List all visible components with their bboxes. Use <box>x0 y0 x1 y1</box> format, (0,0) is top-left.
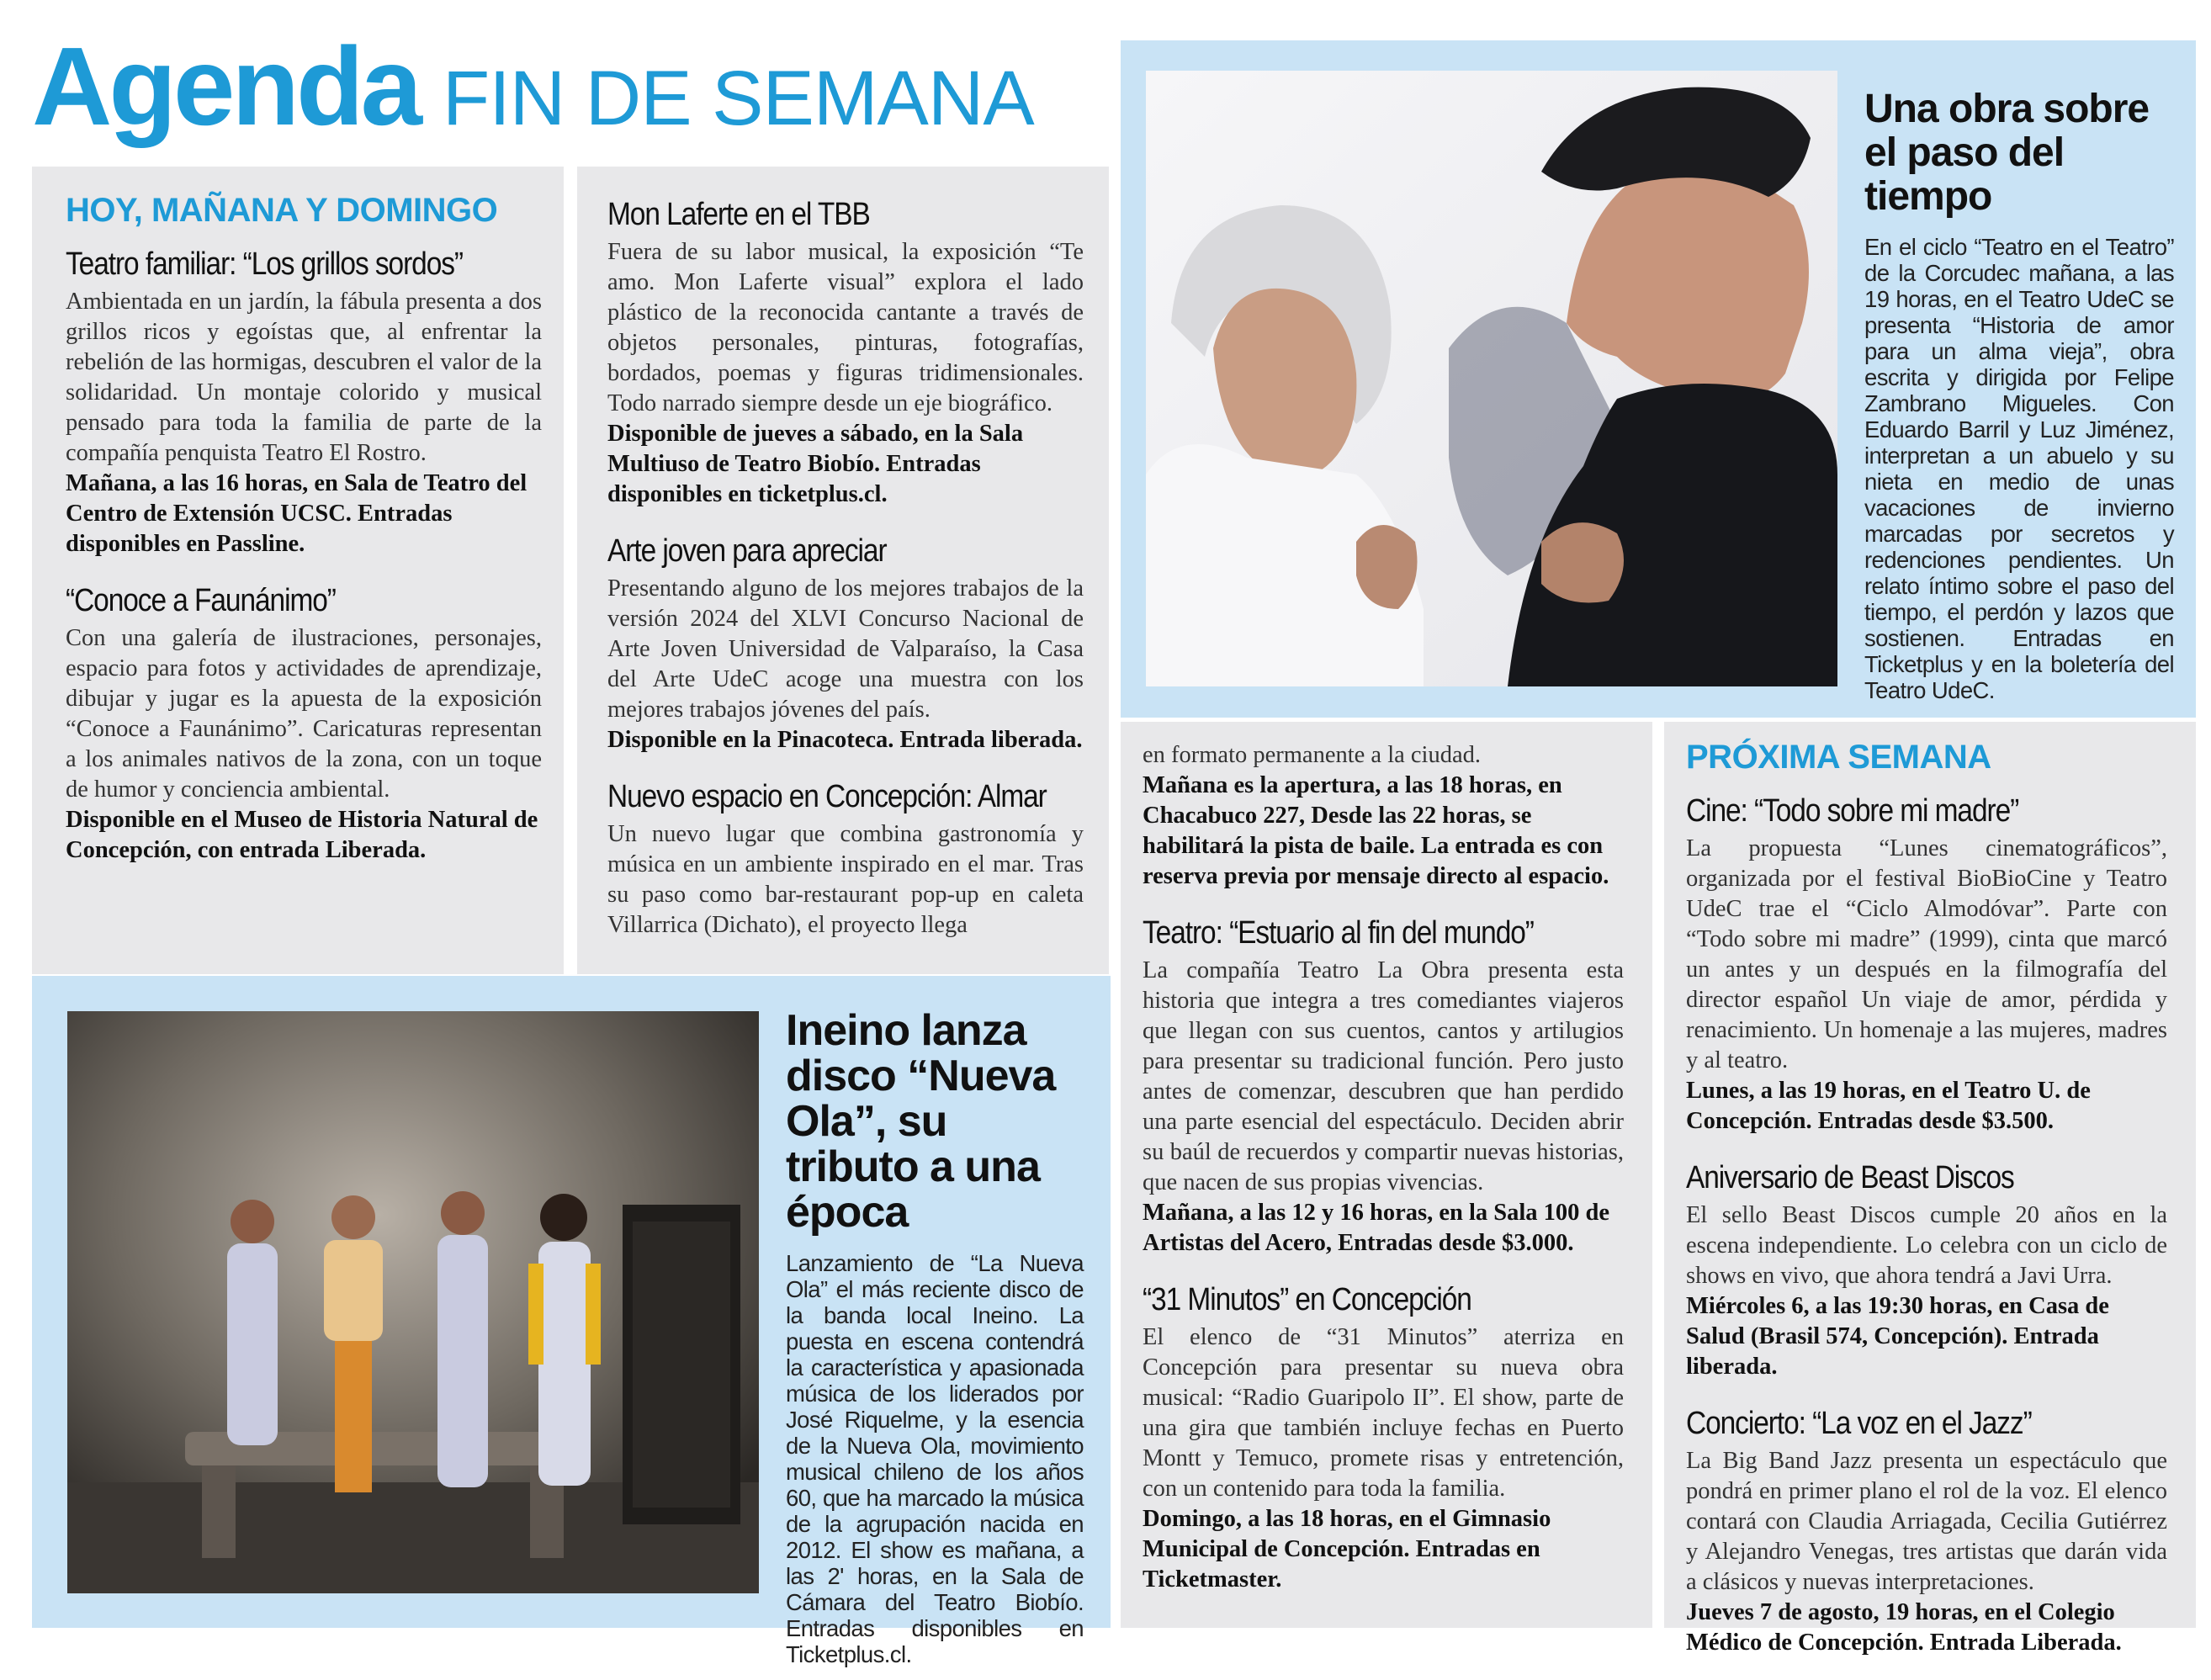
event-info: Mañana es la apertura, a las 18 horas, en Chacabuco 227, Desde las 22 horas, se habilitará la pista de baile. La entrada es con reserva previa por mensaje directo al espacio. <box>1143 772 1609 889</box>
ineino-text-block <box>786 1008 1084 1667</box>
event-info: Disponible en el Museo de Historia Natural de Concepción, con entrada Liberada. <box>66 807 538 863</box>
event-info: Disponible en la Pinacoteca. Entrada liberada. <box>607 727 1083 753</box>
column-2 <box>607 195 1084 941</box>
ineino-title: Ineino lanza disco “Nueva Ola”, su tributo a una época <box>786 1006 1056 1237</box>
column-4 <box>1686 739 2167 1680</box>
masthead-agenda: Agenda <box>32 24 420 148</box>
obra-body: En el ciclo “Teatro en el Teatro” de la Corcudec mañana, a las 19 horas, en el Teatro UdeC se presenta “Historia de amor para un alma vieja”, obra escrita y dirigida por Felipe Zambrano Migueles. Con Eduardo Barril y Luz Jiménez, interpretan a un abuelo y su nieta en medio de unas vacaciones de invierno marcadas por secretos y redenciones pendientes. Un relato íntimo sobre el paso del tiempo, el perdón y lazos que sostienen. Entradas en Ticketplus y en la boletería del Teatro UdeC. <box>1864 234 2174 703</box>
event-title: Cine: “Todo sobre mi madre” <box>1686 793 2019 829</box>
event-item <box>66 245 542 559</box>
event-title: Teatro: “Estuario al fin del mundo” <box>1143 915 1534 951</box>
event-info: Lunes, a las 19 horas, en el Teatro U. de Concepción. Entradas desde $3.500. <box>1686 1078 2091 1134</box>
event-body: Con una galería de ilustraciones, personajes, espacio para fotos y actividades de aprendizaje, dibujar y jugar es la apuesta de la exposición “Conoce a Faunánimo”. Caricaturas representan a los animales nativos de la zona, con un toque de humor y conciencia ambiental. <box>66 625 542 803</box>
section-heading-next-week: PRÓXIMA SEMANA <box>1686 739 1991 776</box>
event-body: La Big Band Jazz presenta un espectáculo que pondrá en primer plano el rol de la voz. El elenco contará con Claudia Arriagada, Cecilia Gutiérrez y Alejandro Venegas, tres artistas que darán vida a clásicos y nuevas interpretaciones. <box>1686 1448 2167 1595</box>
event-item <box>66 581 542 866</box>
ineino-photo <box>67 1011 759 1593</box>
event-title: Aniversario de Beast Discos <box>1686 1160 2014 1195</box>
event-body: El elenco de “31 Minutos” aterriza en Concepción para presentar su nueva obra musical: “Radio Guaripolo II”. El show, parte de una gira que también incluye fechas en Puerto Montt y Temuco, promete risas y entretención, con un contenido para toda la familia. <box>1143 1324 1624 1502</box>
obra-photo-illustration <box>1146 71 1837 686</box>
section-heading-this-week: HOY, MAÑANA Y DOMINGO <box>66 192 498 229</box>
column-1 <box>66 192 542 888</box>
event-body: Presentando alguno de los mejores trabajos de la versión 2024 del XLVI Concurso Nacional de Arte Joven Universidad de Valparaíso, la Casa del Arte UdeC acoge una muestra con los mejores trabajos jóvenes del país. <box>607 575 1084 723</box>
obra-photo <box>1146 71 1837 686</box>
event-info: Mañana, a las 12 y 16 horas, en la Sala 100 de Artistas del Acero, Entradas desde $3.000. <box>1143 1200 1610 1256</box>
masthead <box>32 24 1126 150</box>
event-item <box>1686 1158 2167 1382</box>
event-body: Ambientada en un jardín, la fábula presenta a dos grillos ricos y egoístas que, al enfrentar la rebelión de las hormigas, descubren el valor de la solidaridad. Un montaje colorido y musical pensado para toda la familia de parte de la compañía penquista Teatro El Rostro. <box>66 289 542 466</box>
event-item <box>1143 1280 1624 1595</box>
event-item <box>1686 1404 2167 1658</box>
event-item <box>607 195 1084 510</box>
event-item <box>607 532 1084 755</box>
event-body: El sello Beast Discos cumple 20 años en la escena independiente. Lo celebra con un ciclo de shows en vivo, que ahora tendrá a Javi Urra. <box>1686 1202 2167 1289</box>
event-title: “31 Minutos” en Concepción <box>1143 1282 1471 1317</box>
event-item <box>1686 792 2167 1137</box>
event-title: Mon Laferte en el TBB <box>607 197 870 232</box>
event-title: Concierto: “La voz en el Jazz” <box>1686 1406 2032 1441</box>
event-body: Un nuevo lugar que combina gastronomía y música en un ambiente inspirado en el mar. Tras su paso como bar-restaurant pop-up en caleta Villarrica (Dichato), el proyecto llega <box>607 821 1084 938</box>
event-body: Fuera de su labor musical, la exposición “Te amo. Mon Laferte visual” explora el lado plástico de la reconocida cantante a través de objetos personales, pinturas, fotografías, bordados, poemas y figuras tridimensionales. Todo narrado siempre desde un eje biográfico. <box>607 239 1084 416</box>
event-info: Disponible de jueves a sábado, en la Sala Multiuso de Teatro Biobío. Entradas disponibles en ticketplus.cl. <box>607 421 1024 507</box>
event-info: Miércoles 6, a las 19:30 horas, en Casa de Salud (Brasil 574, Concepción). Entrada liberada. <box>1686 1293 2109 1380</box>
masthead-subtitle: FIN DE SEMANA <box>443 56 1034 141</box>
event-info: Mañana, a las 16 horas, en Sala de Teatro del Centro de Extensión UCSC. Entradas disponibles en Passline. <box>66 470 528 557</box>
obra-text-block <box>1864 87 2174 703</box>
event-title: Arte joven para apreciar <box>607 533 887 569</box>
event-title: Teatro familiar: “Los grillos sordos” <box>66 246 463 282</box>
column-3 <box>1143 740 1624 1617</box>
event-item <box>607 777 1084 941</box>
event-body-continued: en formato permanente a la ciudad. <box>1143 742 1481 768</box>
event-body: La propuesta “Lunes cinematográficos”, organizada por el festival BioBioCine y Teatro UdeC trae el “Ciclo Almodóvar”. Parte con “Todo sobre mi madre” (1999), cinta que marcó un antes y un después en la filmografía del director español Un viaje de amor, pérdida y renacimiento. Un homenaje a las mujeres, madres y al teatro. <box>1686 835 2167 1073</box>
event-info: Jueves 7 de agosto, 19 horas, en el Colegio Médico de Concepción. Entrada Liberada. <box>1686 1599 2122 1656</box>
obra-title: Una obra sobre el paso del tiempo <box>1864 87 2150 219</box>
ineino-body: Lanzamiento de “La Nueva Ola” el más reciente disco de la banda local Ineino. La puesta en escena contendrá la característica y apasionada música de los liderados por José Riquelme, y la esencia de la Nueva Ola, movimiento musical chileno de los años 60, que ha marcado la música de la agrupación nacida en 2012. El show es mañana, a las 2' horas, en la Sala de Cámara del Teatro Biobío. Entradas disponibles en Ticketplus.cl. <box>786 1250 1084 1667</box>
ineino-photo-illustration <box>67 1011 759 1593</box>
event-body: La compañía Teatro La Obra presenta esta historia que integra a tres comediantes viajeros que llegan con sus cuentos, cantos y artilugios para presentar su tradicional función. Pero justo antes de comenzar, descubren que han perdido una parte esencial del espectáculo. Deciden abrir su baúl de recuerdos y compartir nuevas historias, que nacen de sus propias vivencias. <box>1143 957 1624 1195</box>
event-item <box>1143 914 1624 1259</box>
event-info: Domingo, a las 18 horas, en el Gimnasio Municipal de Concepción. Entradas en Ticketmaster. <box>1143 1506 1551 1593</box>
event-title: “Conoce a Faunánimo” <box>66 583 336 618</box>
event-title: Nuevo espacio en Concepción: Almar <box>607 779 1047 814</box>
